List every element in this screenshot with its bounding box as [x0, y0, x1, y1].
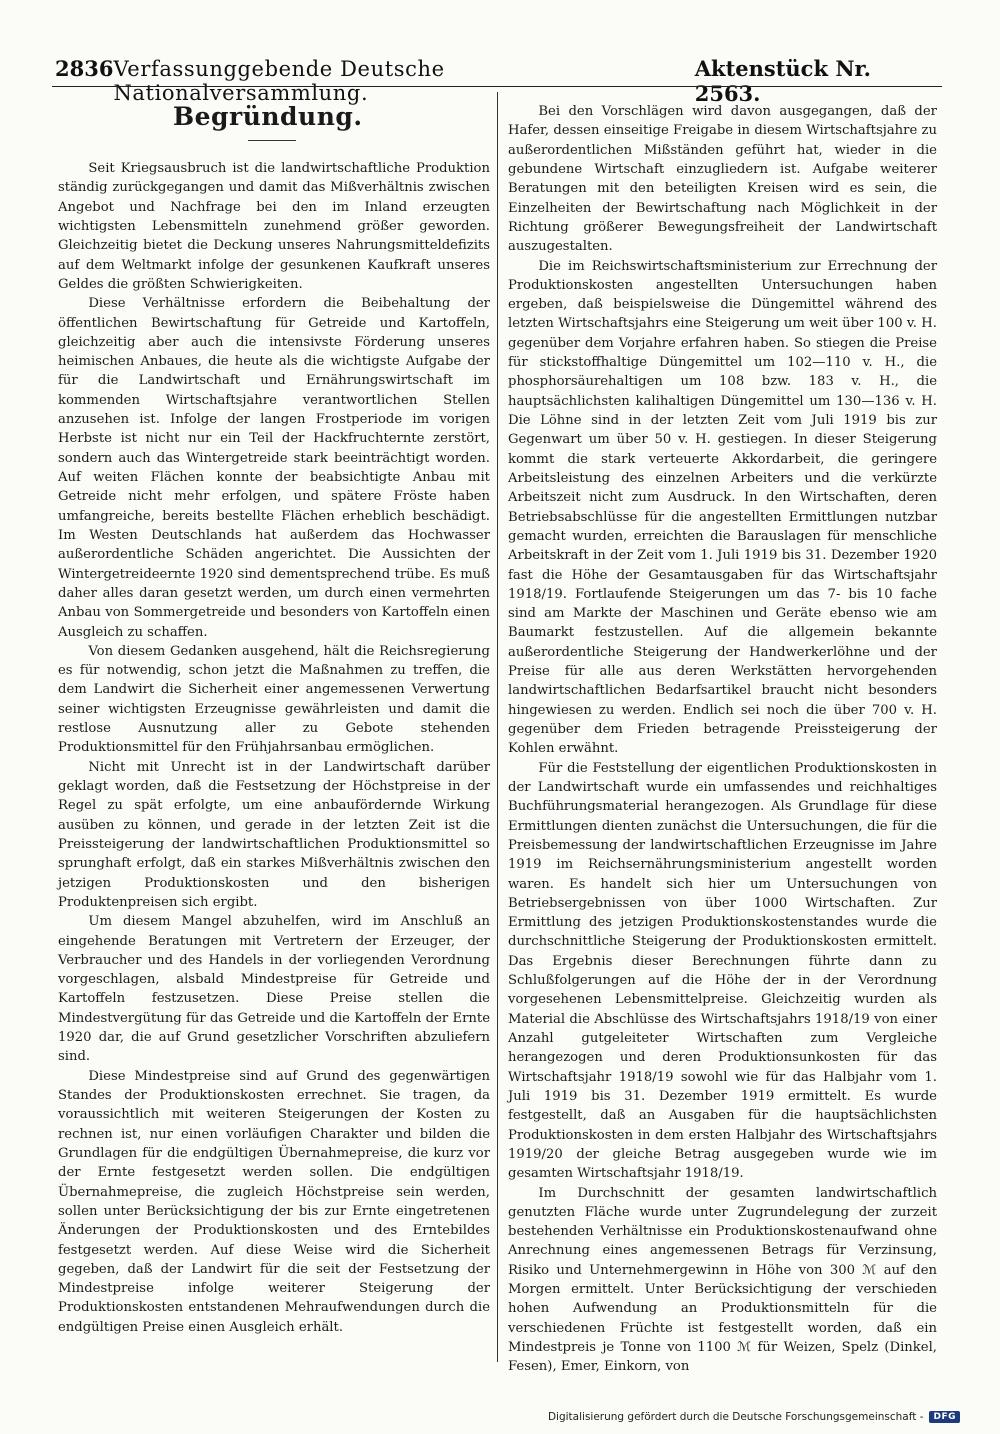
paragraph: Die im Reichswirtschaftsministerium zur Errechnung der Produktionskosten angestellten Untersuchungen haben ergeben, daß beispielsweise die Düngemittel während des letzten Wirtschaftsjahrs eine Steigerung um weit über 100 v. H. gegenüber dem Vorjahre erfahren haben. So stiegen die Preise für stickstoffhaltige Düngemittel um 102—110 v. H., die phosphorsäurehaltigen um 108 bzw. 183 v. H., die hauptsächlichsten kalihaltigen Düngemittel um 130—136 v. H. Die Löhne sind in der letzten Zeit vom Juli 1919 bis zur Gegenwart um über 50 v. H. gestiegen. In dieser Steigerung kommt die stark verteuerte Akkordarbeit, die geringere Arbeitsleistung des einzelnen Arbeiters und die verkürzte Arbeitszeit nicht zum Ausdruck. In den Wirtschaften, deren Betriebsabschlüsse für die angestellten Ermittlungen nutzbar gemacht wurden, erreichten die Barauslagen für menschliche Arbeitskraft in der Zeit vom 1. Juli 1919 bis 31. Dezember 1920 fast die Höhe der Gesamtausgaben für das Wirtschaftsjahr 1918/19. Fortlaufende Steigerungen um das 7- bis 10 fache sind am Markte der Maschinen und Geräte ebenso wie am Baumarkt festzustellen. Auf die allgemein bekannte außerordentliche Steigerung der Handwerkerlöhne und der Preise für alle aus deren Werkstätten hervorgehenden landwirtschaftlichen Bedarfsartikel braucht nicht besonders hingewiesen zu werden. Endlich sei noch die über 700 v. H. gegenüber dem Frieden betragende Preissteigerung der Kohlen erwähnt. — [508, 258, 937, 757]
paragraph: Diese Mindestpreise sind auf Grund des gegenwärtigen Standes der Produktionskosten errechnet. Sie tragen, da voraussichtlich mit weiteren Steigerungen der Kosten zu rechnen ist, nur einen vorläufigen Charakter und bilden die Grundlagen für die endgültigen Übernahmepreise, die kurz vor der Ernte festgesetzt werden sollen. Die endgültigen Übernahmepreise, die zugleich Höchstpreise sein werden, sollen unter Berücksichtigung der bis zur Ernte eingetretenen Änderungen der Produktionskosten und des Erntebildes festgesetzt werden. Auf diese Weise wird die Sicherheit gegeben, daß der Landwirt für die seit der Festsetzung der Mindestpreise infolge weiterer Steigerung der Produktionskosten entstandenen Mehraufwendungen durch die endgültigen Preise einen Ausgleich erhält. — [58, 1068, 490, 1335]
paragraph: Nicht mit Unrecht ist in der Landwirtschaft darüber geklagt worden, daß die Festsetzung der Höchstpreise in der Regel zu spät erfolgte, um eine anbaufördernde Wirkung ausüben zu können, und gerade in der letzten Zeit ist die Preissteigerung der landwirtschaftlichen Produktionsmittel so sprunghaft erfolgt, daß ein starkes Mißverhältnis zwischen den jetzigen Produktionskosten und den bisherigen Produktenpreisen sich ergibt. — [58, 759, 490, 910]
title-rule — [248, 140, 296, 141]
paragraph: Von diesem Gedanken ausgehend, hält die Reichsregierung es für notwendig, schon jetzt die Maßnahmen zu treffen, die dem Landwirt die Sicherheit einer angemessenen Verwertung seiner wichtigsten Erzeugnisse gewährleisten und damit die restlose Ausnutzung aller zu Gebote stehenden Produktionsmittel für den Frühjahrsanbau ermöglichen. — [58, 643, 490, 756]
left-column — [58, 100, 490, 1337]
page-number: 2836 — [55, 56, 114, 81]
document-reference: Aktenstück Nr. 2563. — [694, 56, 871, 106]
header-rule — [52, 86, 942, 87]
digitization-footer — [548, 1411, 960, 1423]
paragraph: Bei den Vorschlägen wird davon ausgegangen, daß der Hafer, dessen einseitige Freigabe in diesem Wirtschaftsjahre zu außerordentlichen Mißständen geführt hat, wieder in die gebundene Wirtschaft einzugliedern ist. Aufgabe weiterer Beratungen mit den beteiligten Kreisen wird es sein, die Einzelheiten der Bewirtschaftung nach Möglichkeit in der Richtung größerer Bewegungsfreiheit der Landwirtschaft auszugestalten. — [508, 104, 937, 255]
section-title: Begründung. — [173, 102, 363, 131]
dfg-logo: DFG — [929, 1411, 960, 1423]
running-title: Verfassunggebende Deutsche Nationalversammlung. — [113, 57, 445, 105]
page-header — [55, 56, 939, 106]
footer-text: Digitalisierung gefördert durch die Deutsche Forschungsgemeinschaft - — [547, 1411, 924, 1423]
paragraph: Seit Kriegsausbruch ist die landwirtschaftliche Produktion ständig zurückgegangen und damit das Mißverhältnis zwischen Angebot und Nachfrage bei den im Inland erzeugten wichtigsten Lebensmitteln zunehmend größer geworden. Gleichzeitig bietet die Deckung unseres Nahrungsmitteldefizits auf dem Weltmarkt infolge der gesunkenen Kaufkraft unseres Geldes die größten Schwierigkeiten. — [58, 161, 490, 292]
paragraph: Diese Verhältnisse erfordern die Beibehaltung der öffentlichen Bewirtschaftung für Getreide und Kartoffeln, gleichzeitig aber auch die intensivste Förderung unseres heimischen Anbaues, die heute als die wichtigste Aufgabe der für die Landwirtschaft und Ernährungswirtschaft im kommenden Wirtschaftsjahre verantwortlichen Stellen anzusehen ist. Infolge der langen Frostperiode im vorigen Herbste ist nicht nur ein Teil der Hackfruchternte zerstört, sondern auch das Wintergetreide stark beeinträchtigt worden. Auf weiten Flächen konnte der beabsichtigte Anbau mit Getreide nicht mehr erfolgen, und spätere Fröste haben umfangreiche, bereits bestellte Flächen erheblich beschädigt. Im Westen Deutschlands hat außerdem das Hochwasser außerordentliche Schäden angerichtet. Die Aussichten der Wintergetreideernte 1920 sind dementsprechend trübe. Es muß daher alles daran gesetzt werden, um durch einen vermehrten Anbau von Sommergetreide und besonders von Kartoffeln einen Ausgleich zu schaffen. — [58, 296, 490, 640]
paragraph: Für die Feststellung der eigentlichen Produktionskosten in der Landwirtschaft wurde ein umfassendes und reichhaltiges Buchführungsmaterial herangezogen. Als Grundlage für diese Ermittlungen dienten zunächst die Untersuchungen, die für die Preisbemessung der landwirtschaftlichen Erzeugnisse im Jahre 1919 im Reichsernährungsministerium angestellt worden waren. Es handelt sich hier um Untersuchungen von Betriebsergebnissen von über 1000 Wirtschaften. Zur Ermittlung des jetzigen Produktionskostenstandes wurde die durchschnittliche Steigerung der Produktionskosten ermittelt. Das Ergebnis dieser Berechnungen führte dann zu Schlußfolgerungen auf die Höhe der in der Verordnung vorgesehenen Lebensmittelpreise. Gleichzeitig wurden als Material die Abschlüsse des Wirtschaftsjahrs 1918/19 von einer Anzahl gutgeleiteter Wirtschaften zum Vergleiche herangezogen und deren Produktionsunkosten für das Wirtschaftsjahr 1918/19 sowohl wie für das Halbjahr vom 1. Juli 1919 bis 31. Dezember 1919 ermittelt. Es wurde festgestellt, daß an Ausgaben für die hauptsächlichsten Produktionskosten in dem ersten Halbjahr des Wirtschaftsjahrs 1919/20 der gleiche Betrag ausgegeben wurde wie im gesamten Wirtschaftsjahr 1918/19. — [508, 760, 937, 1182]
right-column — [508, 102, 937, 1377]
paragraph: Im Durchschnitt der gesamten landwirtschaftlich genutzten Fläche wurde unter Zugrundelegung der zurzeit bestehenden Verhältnisse ein Produktionskostenaufwand ohne Anrechnung eines angemessenen Betrags für Verzinsung, Risiko und Unternehmergewinn in Höhe von 300 ℳ auf den Morgen ermittelt. Unter Berücksichtigung der verschieden hohen Aufwendung an Produktionsmitteln für die verschiedenen Früchte ist festgestellt worden, daß ein Mindestpreis je Tonne von 1100 ℳ für Weizen, Spelz (Dinkel, Fesen), Emer, Einkorn, von — [508, 1185, 937, 1375]
column-divider — [497, 92, 498, 1362]
paragraph: Um diesem Mangel abzuhelfen, wird im Anschluß an eingehende Beratungen mit Vertretern der Erzeuger, der Verbraucher und des Handels in der vorliegenden Verordnung vorgeschlagen, alsbald Mindestpreise für Getreide und Kartoffeln festzusetzen. Diese Preise stellen die Mindestvergütung für das Getreide und die Kartoffeln der Ernte 1920 dar, die auf Grund gesetzlicher Vorschriften abzuliefern sind. — [58, 914, 490, 1065]
